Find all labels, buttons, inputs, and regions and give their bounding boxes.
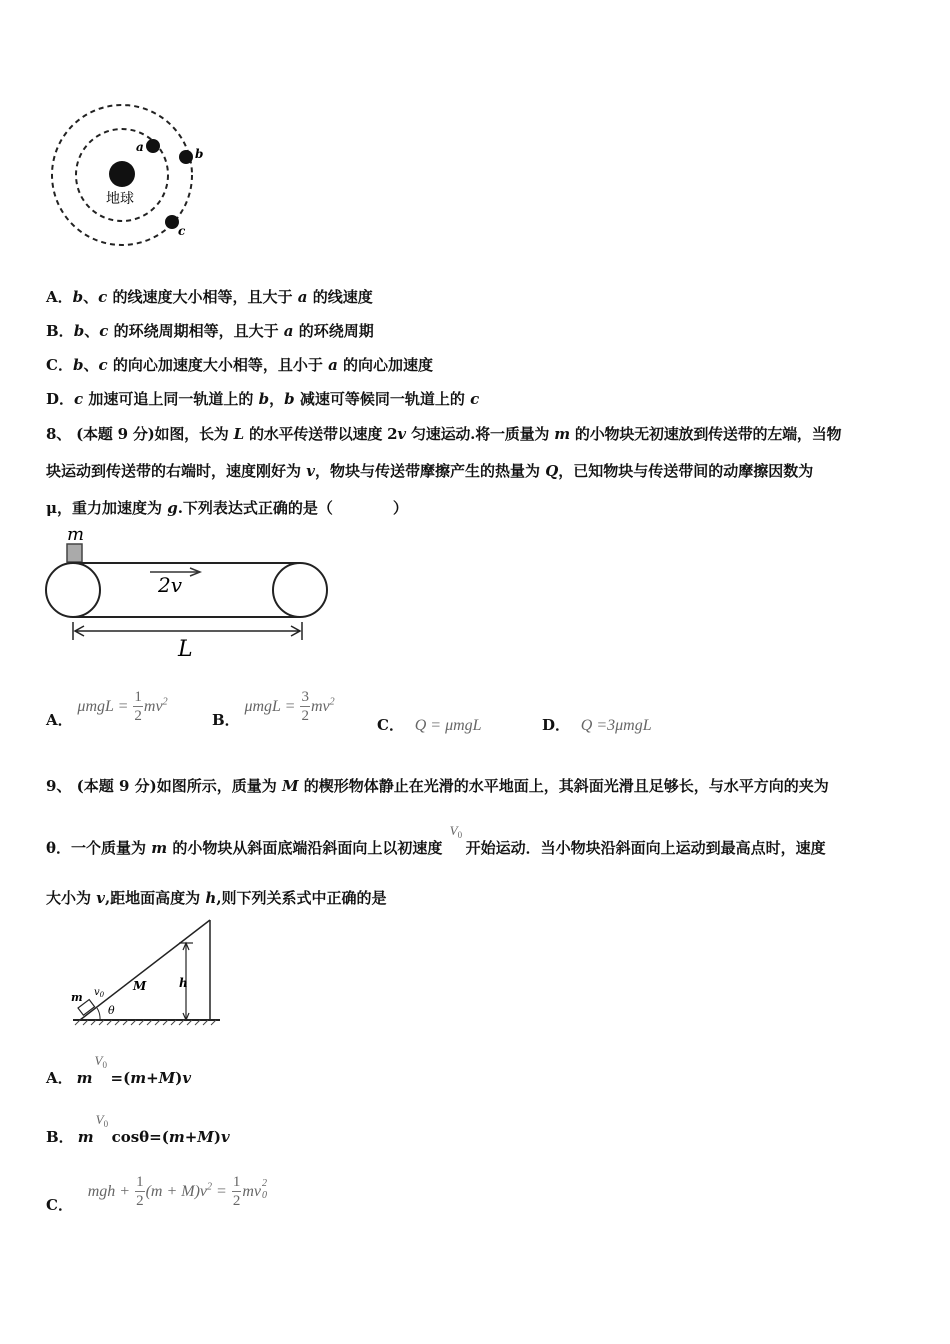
question-text: 的小物块从斜面底端沿斜面向上以初速度 bbox=[167, 839, 448, 857]
option-text: c bbox=[74, 390, 84, 408]
denominator: 2 bbox=[232, 1193, 241, 1209]
m-label: m bbox=[71, 991, 83, 1004]
q8-line-3 bbox=[46, 497, 408, 518]
option-text: c bbox=[98, 288, 108, 306]
denominator: 2 bbox=[301, 708, 309, 724]
q9-line-1 bbox=[46, 775, 829, 796]
question-text: ，已知物块与传送带间的动摩擦因数为 bbox=[558, 462, 814, 480]
satellite-a-label: a bbox=[136, 140, 144, 154]
option-text: 、 bbox=[83, 288, 99, 306]
exponent: 2 bbox=[207, 1181, 213, 1193]
option-text: 、 bbox=[83, 356, 99, 374]
initial-velocity-symbol bbox=[94, 1112, 112, 1142]
satellite-b-label: b bbox=[195, 147, 204, 161]
formula-part: mgh + bbox=[87, 1182, 131, 1200]
question-text: ，物块与传送带摩擦产生的热量为 bbox=[314, 462, 546, 480]
q8-option-b bbox=[212, 689, 335, 729]
option-text: M bbox=[158, 1069, 176, 1087]
option-text: c bbox=[98, 356, 108, 374]
fraction bbox=[133, 690, 143, 724]
option-text: 的向心加速度大小相等，且小于 bbox=[107, 356, 329, 374]
wedge-figure bbox=[65, 915, 225, 1030]
option-text: cosθ=( bbox=[111, 1128, 169, 1146]
v0-sub: 0 bbox=[99, 991, 105, 999]
fraction bbox=[300, 690, 310, 724]
option-label: C． bbox=[46, 1195, 73, 1214]
formula-part: mv bbox=[310, 697, 330, 715]
question-text: h bbox=[205, 889, 217, 907]
q7-option-a bbox=[46, 286, 373, 307]
numerator: 3 bbox=[301, 689, 309, 705]
earth-label: 地球 bbox=[106, 191, 134, 207]
fraction bbox=[135, 1175, 145, 1209]
question-text: 的小物块无初速放到传送带的左端，当物 bbox=[569, 425, 842, 443]
option-label: B． bbox=[46, 322, 74, 340]
satellite-a bbox=[146, 139, 160, 153]
theta-arc bbox=[97, 1008, 100, 1020]
q7-option-d bbox=[46, 388, 479, 409]
v0-label bbox=[94, 987, 105, 999]
option-formula bbox=[77, 689, 168, 724]
formula-part: μmgL = bbox=[244, 697, 296, 715]
option-text: 的向心加速度 bbox=[337, 356, 434, 374]
block-m bbox=[67, 544, 82, 562]
option-label: C． bbox=[377, 716, 404, 734]
speed-label: 2v bbox=[158, 573, 183, 597]
q7-option-c bbox=[46, 354, 433, 375]
question-text: 块运动到传送带的右端时，速度刚好为 bbox=[46, 462, 307, 480]
symbol: V bbox=[94, 1053, 103, 1068]
denominator: 2 bbox=[136, 1193, 144, 1209]
q8-line-1 bbox=[46, 423, 841, 444]
option-text: v bbox=[221, 1128, 230, 1146]
satellite-b bbox=[179, 150, 193, 164]
numerator: 1 bbox=[136, 1174, 144, 1190]
v0-letter: v bbox=[94, 987, 100, 998]
option-text: ) bbox=[175, 1069, 183, 1087]
exponent: 2 bbox=[329, 696, 335, 708]
option-formula: Q =3μmgL bbox=[580, 717, 652, 734]
formula-part: = bbox=[212, 1182, 227, 1200]
question-text: 开始运动．当小物块沿斜面向上运动到最高点时，速度 bbox=[465, 839, 826, 857]
question-text: 的楔形物体静止在光滑的水平地面上，其斜面光滑且足够长，与水平方向的夹为 bbox=[298, 777, 829, 795]
numerator: 1 bbox=[134, 689, 142, 705]
question-number: 9、 bbox=[46, 777, 72, 795]
h-label: h bbox=[179, 976, 188, 990]
formula-part: mv bbox=[143, 697, 163, 715]
option-text: + bbox=[146, 1069, 159, 1087]
initial-velocity-symbol bbox=[448, 823, 466, 853]
exponent: 2 bbox=[261, 1178, 267, 1189]
option-formula: Q = μmgL bbox=[414, 717, 482, 734]
question-text: (本题 9 分)如图，长为 bbox=[71, 425, 234, 443]
option-formula bbox=[244, 689, 335, 724]
question-text: 大小为 bbox=[46, 889, 97, 907]
q9-option-c bbox=[46, 1174, 271, 1214]
option-label: D． bbox=[46, 390, 75, 408]
orbit-figure bbox=[40, 95, 220, 260]
option-text: c bbox=[99, 322, 109, 340]
numerator: 1 bbox=[232, 1174, 241, 1190]
formula-part: μmgL = bbox=[77, 697, 129, 715]
subscript: 0 bbox=[261, 1190, 267, 1201]
question-text: v bbox=[96, 889, 105, 907]
M-label: M bbox=[133, 979, 147, 993]
option-label: A． bbox=[46, 288, 73, 306]
question-text: ,则下列关系式中正确的是 bbox=[216, 889, 387, 907]
option-text: m bbox=[130, 1069, 147, 1087]
option-text: b bbox=[258, 390, 270, 408]
formula-part: mv bbox=[242, 1182, 261, 1200]
option-label: B． bbox=[46, 1128, 74, 1146]
option-text: m bbox=[168, 1128, 185, 1146]
question-text: M bbox=[281, 777, 299, 795]
option-text: b bbox=[73, 322, 85, 340]
left-pulley bbox=[46, 563, 100, 617]
option-text: ) bbox=[213, 1128, 221, 1146]
q7-option-b bbox=[46, 320, 374, 341]
theta-label: θ bbox=[108, 1004, 115, 1017]
incline bbox=[80, 920, 210, 1020]
option-text: m bbox=[77, 1128, 94, 1146]
question-text: θ．一个质量为 bbox=[46, 839, 152, 857]
satellite-c bbox=[165, 215, 179, 229]
question-text: (本题 9 分)如图所示，质量为 bbox=[71, 777, 282, 795]
question-text: g bbox=[167, 499, 178, 517]
option-text: m bbox=[76, 1069, 93, 1087]
option-text: a bbox=[328, 356, 338, 374]
question-text: m bbox=[151, 839, 168, 857]
conveyor-figure bbox=[40, 522, 340, 662]
q8-line-2 bbox=[46, 460, 813, 481]
q9-line-2 bbox=[46, 823, 826, 858]
right-pulley bbox=[273, 563, 327, 617]
option-text: ， bbox=[269, 390, 285, 408]
option-text: c bbox=[470, 390, 480, 408]
question-text: v bbox=[306, 462, 315, 480]
q8-option-d bbox=[542, 714, 652, 735]
denominator: 2 bbox=[134, 708, 142, 724]
length-label: L bbox=[178, 637, 193, 662]
question-text: μ，重力加速度为 bbox=[46, 499, 168, 517]
q9-option-a bbox=[46, 1053, 192, 1088]
satellite-c-label: c bbox=[178, 224, 186, 238]
symbol: V bbox=[449, 823, 458, 838]
option-text: 的线速度 bbox=[307, 288, 373, 306]
option-label: B． bbox=[212, 710, 240, 729]
subscript: 0 bbox=[102, 1060, 108, 1070]
question-text: 匀速运动.将一质量为 bbox=[405, 425, 555, 443]
option-label: D． bbox=[542, 716, 571, 734]
earth bbox=[109, 161, 135, 187]
subscript: 0 bbox=[457, 830, 463, 840]
question-text: L bbox=[233, 425, 244, 443]
option-text: v bbox=[182, 1069, 192, 1087]
question-text: v bbox=[397, 425, 406, 443]
exponent: 2 bbox=[162, 696, 168, 708]
option-text: b bbox=[72, 356, 84, 374]
question-text: 的水平传送带以速度 2 bbox=[243, 425, 398, 443]
initial-velocity-symbol bbox=[93, 1053, 111, 1083]
option-text: M bbox=[197, 1128, 214, 1146]
question-text: m bbox=[554, 425, 570, 443]
option-text: a bbox=[283, 322, 294, 340]
option-text: 加速可追上同一轨道上的 bbox=[83, 390, 259, 408]
option-text: 减速可等候同一轨道上的 bbox=[294, 390, 471, 408]
option-label: A． bbox=[46, 1069, 73, 1087]
option-text: b bbox=[284, 390, 295, 408]
fraction bbox=[232, 1175, 242, 1209]
q9-line-3 bbox=[46, 887, 387, 908]
option-text: =( bbox=[110, 1069, 131, 1087]
option-label: A． bbox=[46, 710, 73, 729]
question-text: Q bbox=[545, 462, 559, 480]
option-text: b bbox=[72, 288, 84, 306]
option-text: + bbox=[184, 1128, 198, 1146]
option-text: 的线速度大小相等，且大于 bbox=[107, 288, 298, 306]
q9-option-b bbox=[46, 1112, 230, 1147]
question-number: 8、 bbox=[46, 425, 72, 443]
option-text: 、 bbox=[84, 322, 100, 340]
option-formula bbox=[87, 1174, 271, 1209]
q8-option-a bbox=[46, 689, 168, 729]
option-label: C． bbox=[46, 356, 73, 374]
option-text: a bbox=[297, 288, 308, 306]
mass-label: m bbox=[67, 524, 85, 545]
question-text: .下列表达式正确的是（ ） bbox=[177, 499, 408, 517]
question-text: ,距地面高度为 bbox=[104, 889, 206, 907]
option-text: 的环绕周期相等，且大于 bbox=[108, 322, 284, 340]
option-text: 的环绕周期 bbox=[293, 322, 374, 340]
formula-part: (m + M)v bbox=[145, 1182, 208, 1200]
q8-option-c bbox=[377, 714, 482, 735]
sup-sub-group bbox=[261, 1178, 271, 1201]
symbol: V bbox=[95, 1112, 104, 1127]
subscript: 0 bbox=[103, 1119, 109, 1129]
